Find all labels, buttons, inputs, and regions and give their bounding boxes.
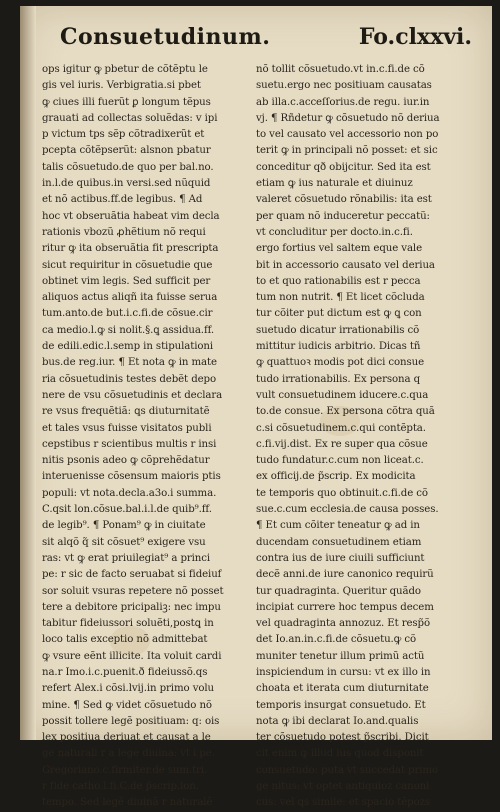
text-line: ge nitus: vt optet antiquioz canoni [256,781,430,793]
text-line: det Io.an.in.c.fi.de cõsuetu.ꝙ cõ [256,634,417,646]
text-line: ge naturali r a lege diuina: vt i pe. [42,748,215,760]
text-line: tudo irrationabilis. Ex persona q [256,373,421,385]
text-line: ¶ Et cum cõiter teneatur ꝙ ad in [256,520,420,532]
text-line: bit in accessorio causato vel deriua [256,259,435,271]
text-line: ca medio.l.ꝙ si nolit.§.ꝗ assidua.ff. [42,324,215,336]
text-line: ꝙ quattuoꝛ modis pot dici consue [256,357,425,369]
text-line: bus.de reg.iur. ¶ Et nota ꝙ in mate [42,357,217,369]
text-line: cit enim ꝙ illud ius quod disponit [256,748,424,760]
text-line: nere de vsu cõsuetudinis et declara [42,389,223,401]
text-line: vj. ¶ Rñdetur ꝙ cõsuetudo nõ deriua [256,112,440,124]
text-line: vult consuetudinem iducere.c.qua [256,389,429,401]
text-line: ergo fortius vel saltem eque vale [256,243,423,255]
text-line: choata et iterata cum diuturnitate [256,683,429,695]
text-line: sit alqõ q̃ sit cõsuet⁹ exigere vsu [42,536,206,548]
text-line: incipiat currere hoc tempus decem [256,601,434,613]
text-line: refert Alex.i cõsi.lvij.in primo volu [42,683,215,695]
text-line: na.r Imo.i.c.puenit.ð fideiussõ.qs [42,666,208,678]
text-line: mine. ¶ Sed ꝙ videt cõsuetudo nõ [42,699,212,711]
text-line: valeret cõsuetudo rõnabilis: ita est [256,194,432,206]
text-line: ria cõsuetudinis testes debẽt depo [42,373,216,385]
text-line: ter cõsuetudo potest p̃scribi. Dicit [256,732,429,744]
folio-number: Fo.clxxvi. [358,24,472,50]
text-column-left [42,62,238,812]
text-line: C.qsit lon.cõsue.bal.i.l.de quib⁹.ff. [42,504,212,516]
text-line: nota ꝙ ibi declarat Io.and.qualis [256,715,419,727]
text-line: Gregoriano.c.firmiter.de sum.tri. [42,764,208,776]
text-line: nitis psonis adeo ꝙ cõprehẽdatur [42,455,210,467]
text-line: tur cõiter put dictum est ꝙ ꝗ con [256,308,422,320]
text-line: hoc vt obseruãtia habeat vim decla [42,210,220,222]
text-line: suetu.ergo nec positiuam causatas [256,80,432,92]
text-line: etiam ꝙ ius naturale et diuinuz [256,178,413,190]
text-line: vt concluditur per docto.in.c.fi. [256,226,413,238]
text-line: et nõ actibus.ff.de legibus. ¶ Ad [42,194,203,206]
text-line: possit tollere legẽ positiuam: q: ois [42,715,220,727]
text-line: per quam nõ induceretur peccatũ: [256,210,430,222]
text-line: muniter tenetur illum primũ actũ [256,650,425,662]
text-line: sor soluit vsuras repetere nõ posset [42,585,224,597]
text-line: decẽ anni.de iure canonico requirũ [256,569,434,581]
text-line: aliquos actus aliqñ ita fuisse serua [42,292,218,304]
text-line: suetudo dicatur irrationabilis cõ [256,324,420,336]
running-head-title: Consuetudinum. [60,24,271,50]
text-line: pcepta cõtẽpserũt: alsnon pbatur [42,145,211,157]
text-line: p victum tps sẽp cõtradixerũt et [42,129,205,141]
text-line: to et quo rationabilis est r pecca [256,275,421,287]
text-line: talis cõsuetudo.de quo per bal.no. [42,161,214,173]
text-line: gis vel iuris. Verbigratia.si pbet [42,80,201,92]
text-line: conceditur qð obijcitur. Sed ita est [256,161,431,173]
binding-gutter [20,6,36,740]
text-line: ex officij.de p̃scrip. Ex modicita [256,471,416,483]
text-line: de edili.edic.l.semp in stipulationi [42,341,214,353]
text-line: ras: vt ꝙ erat priuilegiat⁹ a princi [42,552,211,564]
text-line: tudo fundatur.c.cum non liceat.c. [256,455,424,467]
text-line: obtinet vim legis. Sed sufficit per [42,275,211,287]
text-line: c.si cõsuetudinem.c.qui contẽpta. [256,422,426,434]
text-line: tum non nutrit. ¶ Et licet cõcluda [256,292,425,304]
text-line: ops igitur ꝙ pbetur de cõtẽptu le [42,64,208,75]
text-line: tum.anto.de but.i.c.fi.de cõsue.cir [42,308,213,320]
text-line: temporis insurgat consuetudo. Et [256,699,426,711]
text-line: rationis vbozũ ꝓhẽtium nõ requi [42,226,206,238]
text-line: pe: r sic de facto seruabat si fideiuf [42,569,222,581]
text-line: nõ tollit cõsuetudo.vt in.c.fi.de cõ [256,64,425,75]
text-line: ꝙ ciues illi fuerũt ꝑ longum tẽpus [42,96,211,108]
text-line: inspiciendum in cursu: vt ex illo in [256,666,431,678]
text-line: tur quadraginta. Queritur quãdo [256,585,421,597]
text-line: re vsus frequẽtiã: ꝗs diuturnitatẽ [42,406,210,418]
text-line: tempo. Sed legẽ diuinã r naturalẽ [42,797,213,809]
text-line: sue.c.cum ecclesia.de causa posses. [256,504,439,516]
text-line: cepstibus r scientibus multis r insi [42,438,217,450]
text-line: loco talis exceptio nõ admittebat [42,634,208,646]
text-line: r fide catho.l.fi.C.de p̃scrip.lon. [42,781,199,793]
text-line: sicut requiritur in cõsuetudie que [42,259,213,271]
text-line: grauati ad collectas soluẽdas: v ipi [42,112,218,124]
text-line: lex positiua deriuat et causat a le [42,732,211,744]
text-line: cus: vel ꝗs simile: et spacio tẽpozs [256,797,431,809]
text-line: interuenisse cõsensum maioris ptis [42,471,221,483]
text-line: in.l.de quibus.in versi.sed nũquid [42,178,211,190]
text-line: ꝙ vsure eẽnt illicite. Ita voluit cardi [42,650,222,662]
text-line: ritur ꝙ ita obseruãtia fit prescripta [42,243,219,255]
text-line: tabitur fideiussori soluẽti,postꝗ in [42,618,214,630]
page [20,6,492,809]
text-line: vel quadraginta annozuz. Et resp̃õ [256,618,431,630]
text-line: te temporis quo obtinuit.c.fi.de cõ [256,487,428,499]
text-line: to vel causato vel accessorio non po [256,129,439,141]
text-line: ducendam consuetudinem etiam [256,536,422,548]
text-line: contra ius de iure ciuili sufficiunt [256,552,425,564]
text-line: to.de consue. Ex persona cõtra quã [256,406,435,418]
running-head [60,24,480,54]
text-line: populi: vt nota.decla.a3o.i summa. [42,487,217,499]
text-line: c.fi.vij.dist. Ex re super qua cõsue [256,438,428,450]
text-line: mittitur iudicis arbitrio. Dicas tñ [256,341,421,353]
text-column-right [256,62,456,812]
text-line: ab illa.c.acceſſorius.de regu. iur.in [256,96,430,108]
text-line: consuetudo: puta vt succedat primo [256,764,438,776]
text-line: terit ꝙ in principali nõ posset: et sic [256,145,438,157]
text-line: et tales vsus fuisse visitatos publi [42,422,212,434]
text-line: de legib⁹. ¶ Ponam⁹ ꝙ in ciuitate [42,520,206,532]
text-line: tere a debitore pricipaliꝫ: nec impu [42,601,221,613]
